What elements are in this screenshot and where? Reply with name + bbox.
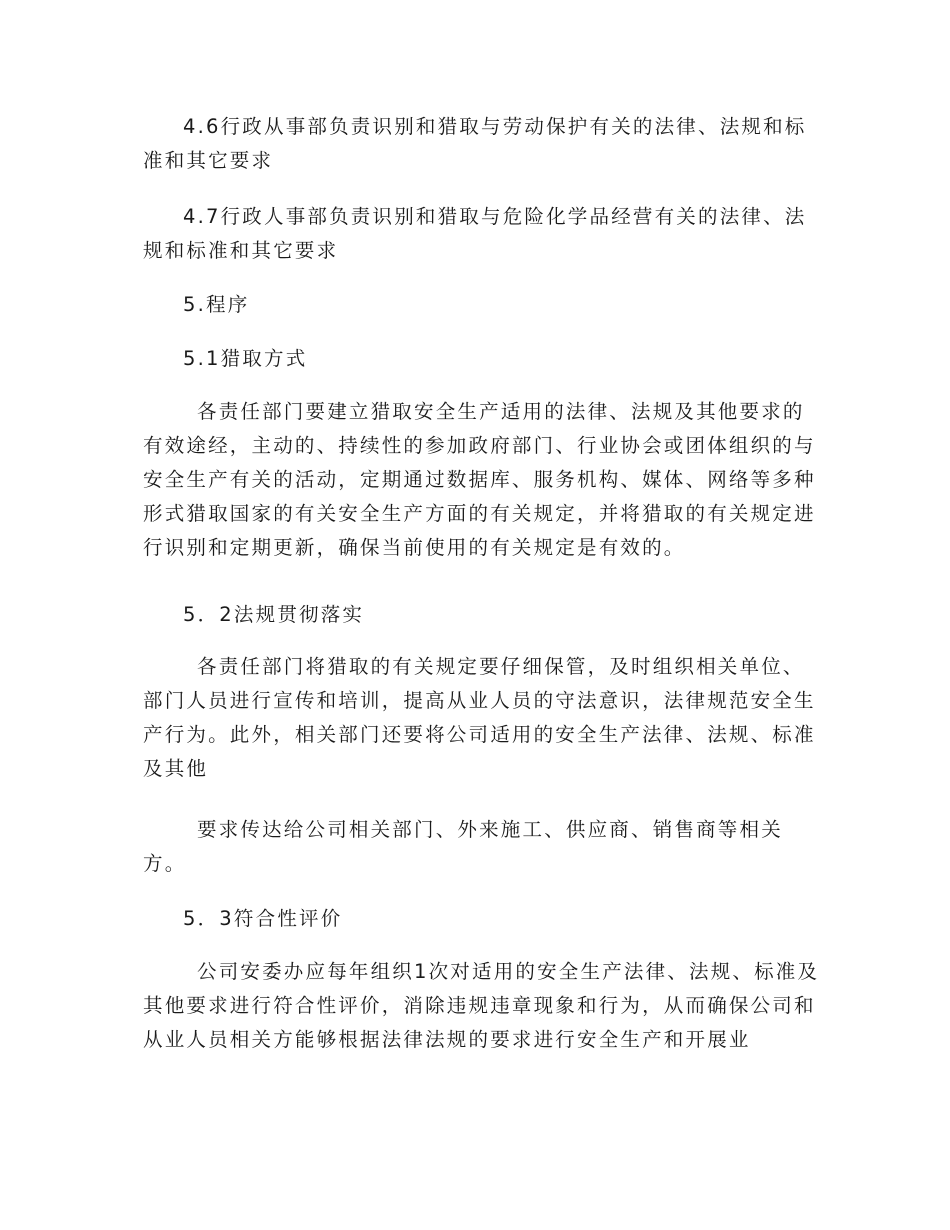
paragraph-5-3-body: 公司安委办应每年组织1次对适用的安全生产法律、法规、标准及其他要求进行符合性评价，消除违规违章现象和行为，从而确保公司和从业人员相关方能够根据法律法规的要求进行安全生产和开展业 bbox=[143, 960, 820, 1051]
section-heading-procedure: 5.程序 bbox=[183, 293, 250, 316]
paragraph-4-6: 4.6行政从事部负责识别和猎取与劳动保护有关的法律、法规和标准和其它要求 bbox=[143, 115, 807, 172]
section-heading-5-2: 5．2法规贯彻落实 bbox=[183, 603, 365, 626]
paragraph-4-7: 4.7行政人事部负责识别和猎取与危险化学品经营有关的法律、法规和标准和其它要求 bbox=[143, 205, 807, 262]
paragraph-5-2-continued: 要求传达给公司相关部门、外来施工、供应商、销售商等相关方。 bbox=[143, 818, 783, 875]
section-heading-5-1: 5.1猎取方式 bbox=[183, 347, 308, 370]
paragraph-5-2-body: 各责任部门将猎取的有关规定要仔细保管，及时组织相关单位、部门人员进行宣传和培训，提高从业人员的守法意识，法律规范安全生产行为。此外，相关部门还要将公司适用的安全生产法律、法规、标准及其他 bbox=[143, 655, 816, 780]
section-heading-5-3: 5．3符合性评价 bbox=[183, 907, 343, 930]
paragraph-5-1-body: 各责任部门要建立猎取安全生产适用的法律、法规及其他要求的有效途经，主动的、持续性的参加政府部门、行业协会或团体组织的与安全生产有关的活动，定期通过数据库、服务机构、媒体、网络等多种形式猎取国家的有关安全生产方面的有关规定，并将猎取的有关规定进行识别和定期更新，确保当前使用的有关规定是有效的。 bbox=[143, 400, 816, 559]
